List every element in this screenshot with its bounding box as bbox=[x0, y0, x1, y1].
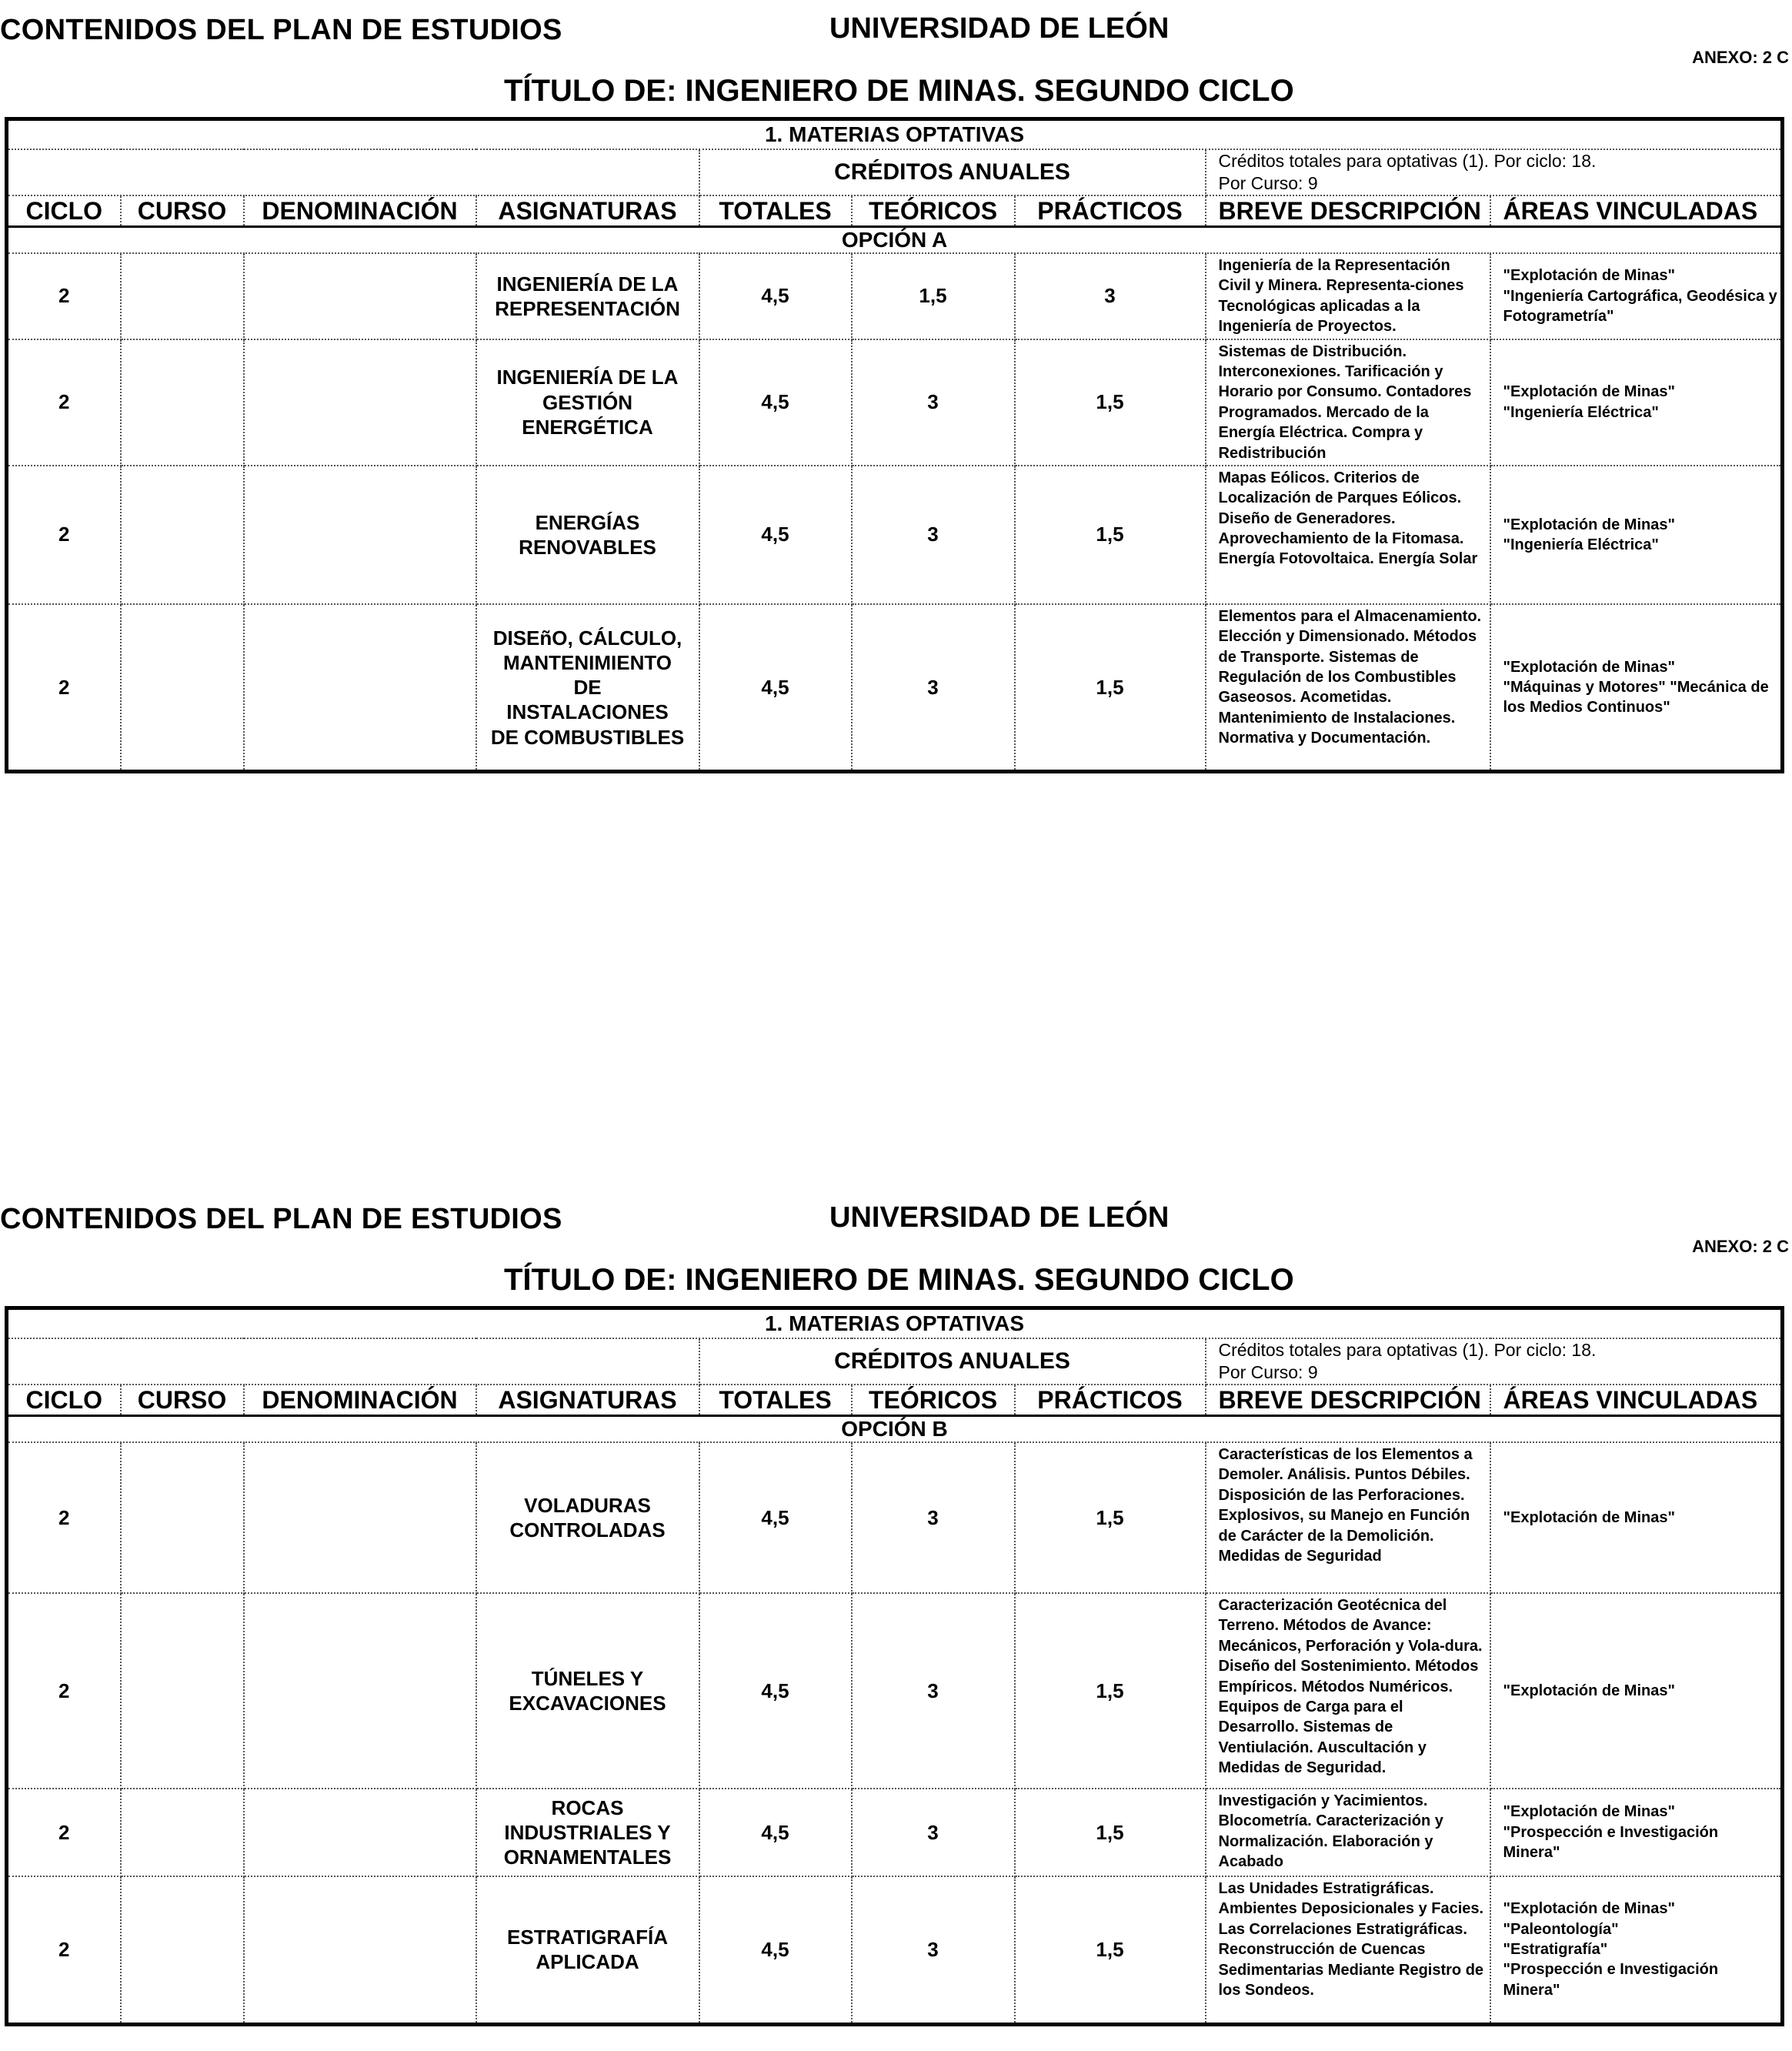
option-label: OPCIÓN A bbox=[7, 227, 1783, 254]
table-row bbox=[7, 1789, 1783, 1876]
blank-header-cell bbox=[7, 149, 699, 195]
areas-cell: "Explotación de Minas" bbox=[1490, 1442, 1783, 1593]
denominacion-cell bbox=[244, 1442, 476, 1593]
ciclo-cell: 2 bbox=[7, 466, 121, 604]
teoricos-cell: 1,5 bbox=[852, 253, 1015, 339]
areas-cell: "Explotación de Minas" "Ingeniería Cartográfica, Geodésica y Fotogrametría" bbox=[1490, 253, 1783, 339]
totales-cell: 4,5 bbox=[699, 604, 852, 772]
curso-cell bbox=[121, 1789, 244, 1876]
denominacion-cell bbox=[244, 604, 476, 772]
teoricos-cell: 3 bbox=[852, 1593, 1015, 1789]
description-cell: Elementos para el Almacenamiento. Elección y Dimensionado. Métodos de Transporte. Sistemas de Regulación de los Combustibles Gaseosos. Acometidas. Mantenimiento de Instalaciones. Normativa y Documentación. bbox=[1206, 604, 1490, 772]
subject-cell: ESTRATIGRAFÍA APLICADA bbox=[476, 1876, 699, 2024]
col-header-curso: CURSO bbox=[121, 195, 244, 227]
courses-table-a bbox=[5, 117, 1784, 773]
description-cell: Las Unidades Estratigráficas. Ambientes Deposicionales y Facies. Las Correlaciones Estratigráficas. Reconstrucción de Cuencas Sedimentarias Mediante Registro de los Sondeos. bbox=[1206, 1876, 1490, 2024]
totales-cell: 4,5 bbox=[699, 339, 852, 466]
ciclo-cell: 2 bbox=[7, 1789, 121, 1876]
subject-cell: VOLADURAS CONTROLADAS bbox=[476, 1442, 699, 1593]
practicos-cell: 1,5 bbox=[1015, 1593, 1206, 1789]
blank-header-cell bbox=[7, 1338, 699, 1385]
curso-cell bbox=[121, 1876, 244, 2024]
teoricos-cell: 3 bbox=[852, 339, 1015, 466]
practicos-cell: 3 bbox=[1015, 253, 1206, 339]
ciclo-cell: 2 bbox=[7, 604, 121, 772]
ciclo-cell: 2 bbox=[7, 1442, 121, 1593]
page-header-left: CONTENIDOS DEL PLAN DE ESTUDIOS bbox=[0, 14, 562, 46]
col-header-totales: TOTALES bbox=[699, 195, 852, 227]
totales-cell: 4,5 bbox=[699, 1442, 852, 1593]
section-title: 1. MATERIAS OPTATIVAS bbox=[7, 119, 1783, 150]
col-header-denominacion: DENOMINACIÓN bbox=[244, 1385, 476, 1416]
description-cell: Características de los Elementos a Demoler. Análisis. Puntos Débiles. Disposición de las Perforaciones. Explosivos, su Manejo en Función de Carácter de la Demolición. Medidas de Seguridad bbox=[1206, 1442, 1490, 1593]
col-header-denominacion: DENOMINACIÓN bbox=[244, 195, 476, 227]
totales-cell: 4,5 bbox=[699, 466, 852, 604]
section-title: 1. MATERIAS OPTATIVAS bbox=[7, 1308, 1783, 1339]
table-row bbox=[7, 466, 1783, 604]
university-name: UNIVERSIDAD DE LEÓN bbox=[829, 12, 1170, 45]
totales-cell: 4,5 bbox=[699, 1789, 852, 1876]
creditos-note-line2: Por Curso: 9 bbox=[1218, 173, 1318, 193]
totales-cell: 4,5 bbox=[699, 253, 852, 339]
creditos-note bbox=[1206, 1338, 1783, 1385]
table-row bbox=[7, 1593, 1783, 1789]
col-header-ciclo: CICLO bbox=[7, 195, 121, 227]
practicos-cell: 1,5 bbox=[1015, 339, 1206, 466]
description-cell: Caracterización Geotécnica del Terreno. Métodos de Avance: Mecánicos, Perforación y Vola-dura. Diseño del Sostenimiento. Métodos Empíricos. Métodos Numéricos. Equipos de Carga para el Desarrollo. Sistemas de Ventiulación. Auscultación y Medidas de Seguridad. bbox=[1206, 1593, 1490, 1789]
ciclo-cell: 2 bbox=[7, 339, 121, 466]
teoricos-cell: 3 bbox=[852, 604, 1015, 772]
totales-cell: 4,5 bbox=[699, 1876, 852, 2024]
practicos-cell: 1,5 bbox=[1015, 1442, 1206, 1593]
subject-cell: INGENIERÍA DE LA REPRESENTACIÓN bbox=[476, 253, 699, 339]
denominacion-cell bbox=[244, 466, 476, 604]
description-cell: Sistemas de Distribución. Interconexiones. Tarificación y Horario por Consumo. Contadores Programados. Mercado de la Energía Eléctrica. Compra y Redistribución bbox=[1206, 339, 1490, 466]
table-row bbox=[7, 253, 1783, 339]
denominacion-cell bbox=[244, 1593, 476, 1789]
col-header-teoricos: TEÓRICOS bbox=[852, 195, 1015, 227]
areas-cell: "Explotación de Minas" "Máquinas y Motores" "Mecánica de los Medios Continuos" bbox=[1490, 604, 1783, 772]
curso-cell bbox=[121, 604, 244, 772]
curso-cell bbox=[121, 253, 244, 339]
creditos-note-line2: Por Curso: 9 bbox=[1218, 1362, 1318, 1382]
degree-title: TÍTULO DE: INGENIERO DE MINAS. SEGUNDO CICLO bbox=[504, 1263, 1294, 1297]
anexo-label: ANEXO: 2 C bbox=[1692, 1237, 1789, 1256]
degree-title: TÍTULO DE: INGENIERO DE MINAS. SEGUNDO CICLO bbox=[504, 74, 1294, 108]
totales-cell: 4,5 bbox=[699, 1593, 852, 1789]
col-header-descripcion: BREVE DESCRIPCIÓN bbox=[1206, 1385, 1490, 1416]
denominacion-cell bbox=[244, 339, 476, 466]
practicos-cell: 1,5 bbox=[1015, 604, 1206, 772]
denominacion-cell bbox=[244, 1789, 476, 1876]
curso-cell bbox=[121, 1593, 244, 1789]
table-row bbox=[7, 604, 1783, 772]
subject-cell: ROCAS INDUSTRIALES Y ORNAMENTALES bbox=[476, 1789, 699, 1876]
description-cell: Mapas Eólicos. Criterios de Localización de Parques Eólicos. Diseño de Generadores. Aprovechamiento de la Fitomasa. Energía Fotovoltaica. Energía Solar bbox=[1206, 466, 1490, 604]
curso-cell bbox=[121, 339, 244, 466]
col-header-ciclo: CICLO bbox=[7, 1385, 121, 1416]
university-name: UNIVERSIDAD DE LEÓN bbox=[829, 1201, 1170, 1234]
ciclo-cell: 2 bbox=[7, 1593, 121, 1789]
col-header-practicos: PRÁCTICOS bbox=[1015, 1385, 1206, 1416]
table-row bbox=[7, 1876, 1783, 2024]
denominacion-cell bbox=[244, 1876, 476, 2024]
practicos-cell: 1,5 bbox=[1015, 466, 1206, 604]
teoricos-cell: 3 bbox=[852, 466, 1015, 604]
areas-cell: "Explotación de Minas" bbox=[1490, 1593, 1783, 1789]
description-cell: Investigación y Yacimientos. Blocometría. Caracterización y Normalización. Elaboración y Acabado bbox=[1206, 1789, 1490, 1876]
col-header-asignaturas: ASIGNATURAS bbox=[476, 1385, 699, 1416]
courses-table-b bbox=[5, 1306, 1784, 2026]
areas-cell: "Explotación de Minas" "Paleontología" "Estratigrafía" "Prospección e Investigación Minera" bbox=[1490, 1876, 1783, 2024]
curso-cell bbox=[121, 1442, 244, 1593]
col-header-totales: TOTALES bbox=[699, 1385, 852, 1416]
col-header-areas: ÁREAS VINCULADAS bbox=[1490, 1385, 1783, 1416]
creditos-note-line1: Créditos totales para optativas (1). Por ciclo: 18. bbox=[1218, 1340, 1597, 1361]
practicos-cell: 1,5 bbox=[1015, 1789, 1206, 1876]
subject-cell: DISEñO, CÁLCULO, MANTENIMIENTO DE INSTALACIONES DE COMBUSTIBLES bbox=[476, 604, 699, 772]
ciclo-cell: 2 bbox=[7, 1876, 121, 2024]
anexo-label: ANEXO: 2 C bbox=[1692, 48, 1789, 67]
ciclo-cell: 2 bbox=[7, 253, 121, 339]
col-header-teoricos: TEÓRICOS bbox=[852, 1385, 1015, 1416]
creditos-note-line1: Créditos totales para optativas (1). Por ciclo: 18. bbox=[1218, 151, 1597, 172]
description-cell: Ingeniería de la Representación Civil y Minera. Representa-ciones Tecnológicas aplicadas a la Ingeniería de Proyectos. bbox=[1206, 253, 1490, 339]
subject-cell: TÚNELES Y EXCAVACIONES bbox=[476, 1593, 699, 1789]
practicos-cell: 1,5 bbox=[1015, 1876, 1206, 2024]
teoricos-cell: 3 bbox=[852, 1876, 1015, 2024]
table-row bbox=[7, 339, 1783, 466]
curso-cell bbox=[121, 466, 244, 604]
areas-cell: "Explotación de Minas" "Prospección e Investigación Minera" bbox=[1490, 1789, 1783, 1876]
col-header-curso: CURSO bbox=[121, 1385, 244, 1416]
subject-cell: INGENIERÍA DE LA GESTIÓN ENERGÉTICA bbox=[476, 339, 699, 466]
page-header-left: CONTENIDOS DEL PLAN DE ESTUDIOS bbox=[0, 1203, 562, 1235]
creditos-anuales-header: CRÉDITOS ANUALES bbox=[699, 1338, 1206, 1385]
col-header-asignaturas: ASIGNATURAS bbox=[476, 195, 699, 227]
col-header-descripcion: BREVE DESCRIPCIÓN bbox=[1206, 195, 1490, 227]
teoricos-cell: 3 bbox=[852, 1789, 1015, 1876]
teoricos-cell: 3 bbox=[852, 1442, 1015, 1593]
option-label: OPCIÓN B bbox=[7, 1416, 1783, 1443]
col-header-practicos: PRÁCTICOS bbox=[1015, 195, 1206, 227]
denominacion-cell bbox=[244, 253, 476, 339]
creditos-note bbox=[1206, 149, 1783, 195]
areas-cell: "Explotación de Minas" "Ingeniería Eléctrica" bbox=[1490, 466, 1783, 604]
subject-cell: ENERGÍAS RENOVABLES bbox=[476, 466, 699, 604]
table-row bbox=[7, 1442, 1783, 1593]
col-header-areas: ÁREAS VINCULADAS bbox=[1490, 195, 1783, 227]
areas-cell: "Explotación de Minas" "Ingeniería Eléctrica" bbox=[1490, 339, 1783, 466]
creditos-anuales-header: CRÉDITOS ANUALES bbox=[699, 149, 1206, 195]
